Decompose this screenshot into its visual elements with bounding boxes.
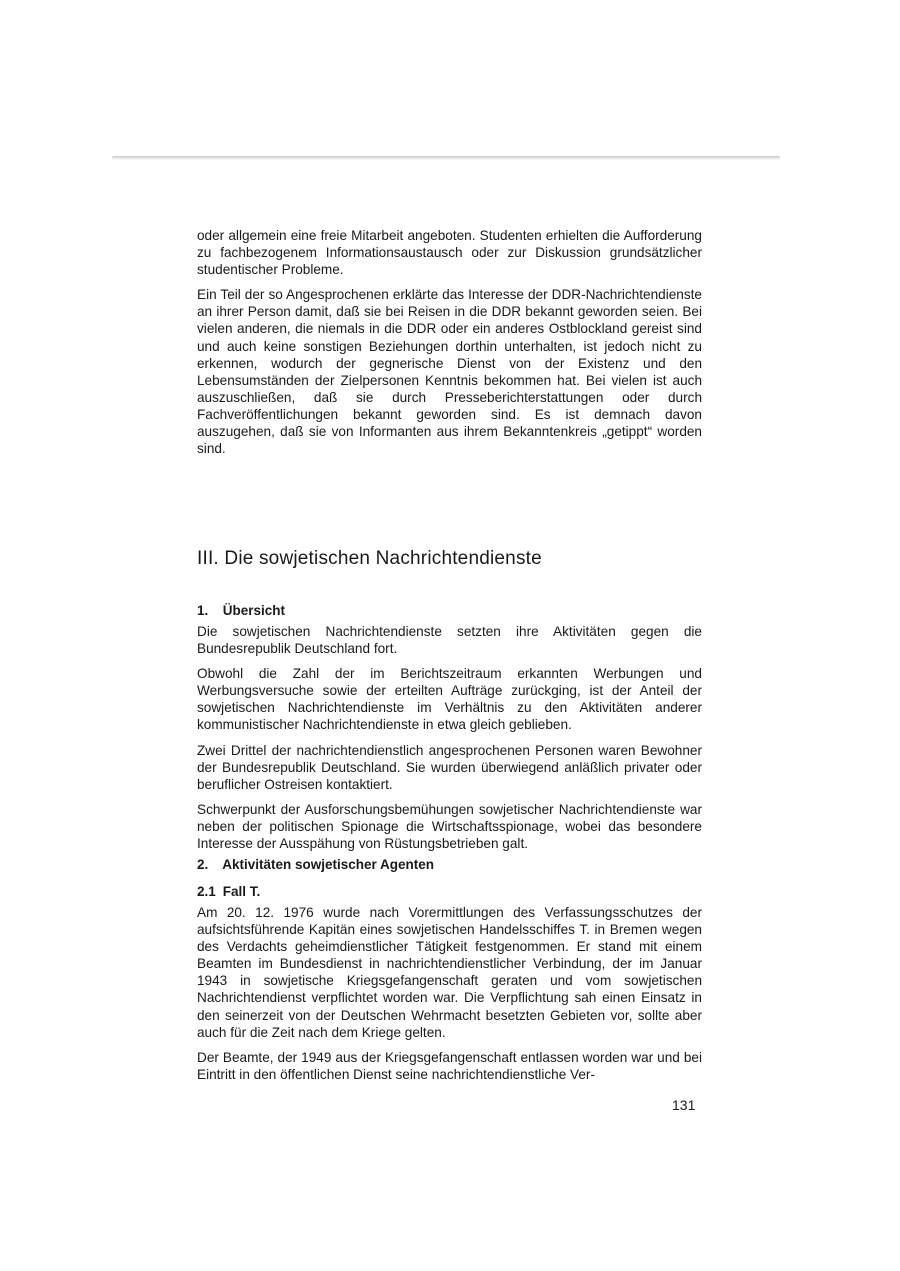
paragraph: Zwei Drittel der nachrichtendienstlich angesprochenen Personen waren Bewohner der Bundesrepublik Deutschland. Sie wurden überwiegend anläßlich privater oder beruflicher Ostreisen kontaktiert. [197, 742, 702, 792]
paragraph: Die sowjetischen Nachrichtendienste setzten ihre Aktivitäten gegen die Bundesrepublik Deutschland fort. [197, 624, 702, 657]
section-title: Übersicht [222, 603, 286, 618]
subsection-heading [197, 883, 702, 900]
paragraph: Ein Teil der so Angesprochenen erklärte das Interesse der DDR-Nachrichtendienste an ihrer Person damit, daß sie bei Reisen in die DDR bekannt geworden seien. Bei vielen anderen, die niemals in die DDR oder ein anderes Ostblockland gereist sind und auch keine sonstigen Beziehungen dorthin unterhalten, ist jedoch nicht zu erkennen, wodurch der gegnerische Dienst von der Existenz und den Lebensumständen der Zielpersonen Kenntnis bekommen hat. Bei vielen ist auch auszuschließen, daß sie durch Presseberichterstattungen oder durch Fachveröffentlichungen bekannt geworden sind. Es ist demnach davon auszugehen, daß sie von Informanten aus ihrem Bekanntenkreis „getippt“ worden sind. [197, 287, 702, 457]
scan-edge-line [112, 156, 780, 160]
section-heading [197, 602, 702, 619]
section-title: Aktivitäten sowjetischer Agenten [222, 857, 435, 872]
section-overview [197, 602, 702, 860]
subsection-number: 2.1 [197, 884, 216, 899]
page-body-top [197, 227, 702, 465]
paragraph: Am 20. 12. 1976 wurde nach Vorermittlungen des Verfassungsschutzes der aufsichtsführende Kapitän eines sowjetischen Handelsschiffes T. in Bremen wegen des Verdachts geheimdienstlicher Tätigkeit festgenommen. Er stand mit einem Beamten im Bundesdienst in nachrichtendienstlicher Verbindung, der im Januar 1943 in sowjetische Kriegsgefangenschaft geraten und vom sowjetischen Nachrichtendienst verpflichtet worden war. Die Verpflichtung sah einen Einsatz in den seinerzeit von der Deutschen Wehrmacht besetzten Gebieten vor, sollte aber auch für die Zeit nach dem Kriege gelten. [197, 905, 702, 1040]
section-agent-activities [197, 856, 702, 1091]
paragraph: oder allgemein eine freie Mitarbeit angeboten. Studenten erhielten die Aufforderung zu fachbezogenem Informationsaustausch oder zur Diskussion grundsätzlicher studentischer Probleme. [197, 228, 702, 278]
section-number: 2. [197, 857, 209, 872]
paragraph: Obwohl die Zahl der im Berichtszeitraum erkannten Werbungen und Werbungsversuche sowie der erteilten Aufträge zurückging, ist der Anteil der sowjetischen Nachrichtendienste im Verhältnis zu den Aktivitäten anderer kommunistischer Nachrichtendienste in etwa gleich geblieben. [197, 666, 702, 733]
chapter-title: III. Die sowjetischen Nachrichtendienste [197, 548, 542, 569]
paragraph: Der Beamte, der 1949 aus der Kriegsgefangenschaft entlassen worden war und bei Eintritt in den öffentlichen Dienst seine nachrichtendienstliche Ver- [197, 1049, 702, 1082]
section-number: 1. [197, 603, 209, 618]
subsection-title: Fall T. [222, 884, 261, 899]
paragraph: Schwerpunkt der Ausforschungsbemühungen sowjetischer Nachrichtendienste war neben der politischen Spionage die Wirtschaftsspionage, wobei das besondere Interesse der Ausspähung von Rüstungsbetrieben galt. [197, 801, 702, 852]
page-number: 131 [672, 1097, 696, 1113]
section-heading [197, 856, 702, 873]
